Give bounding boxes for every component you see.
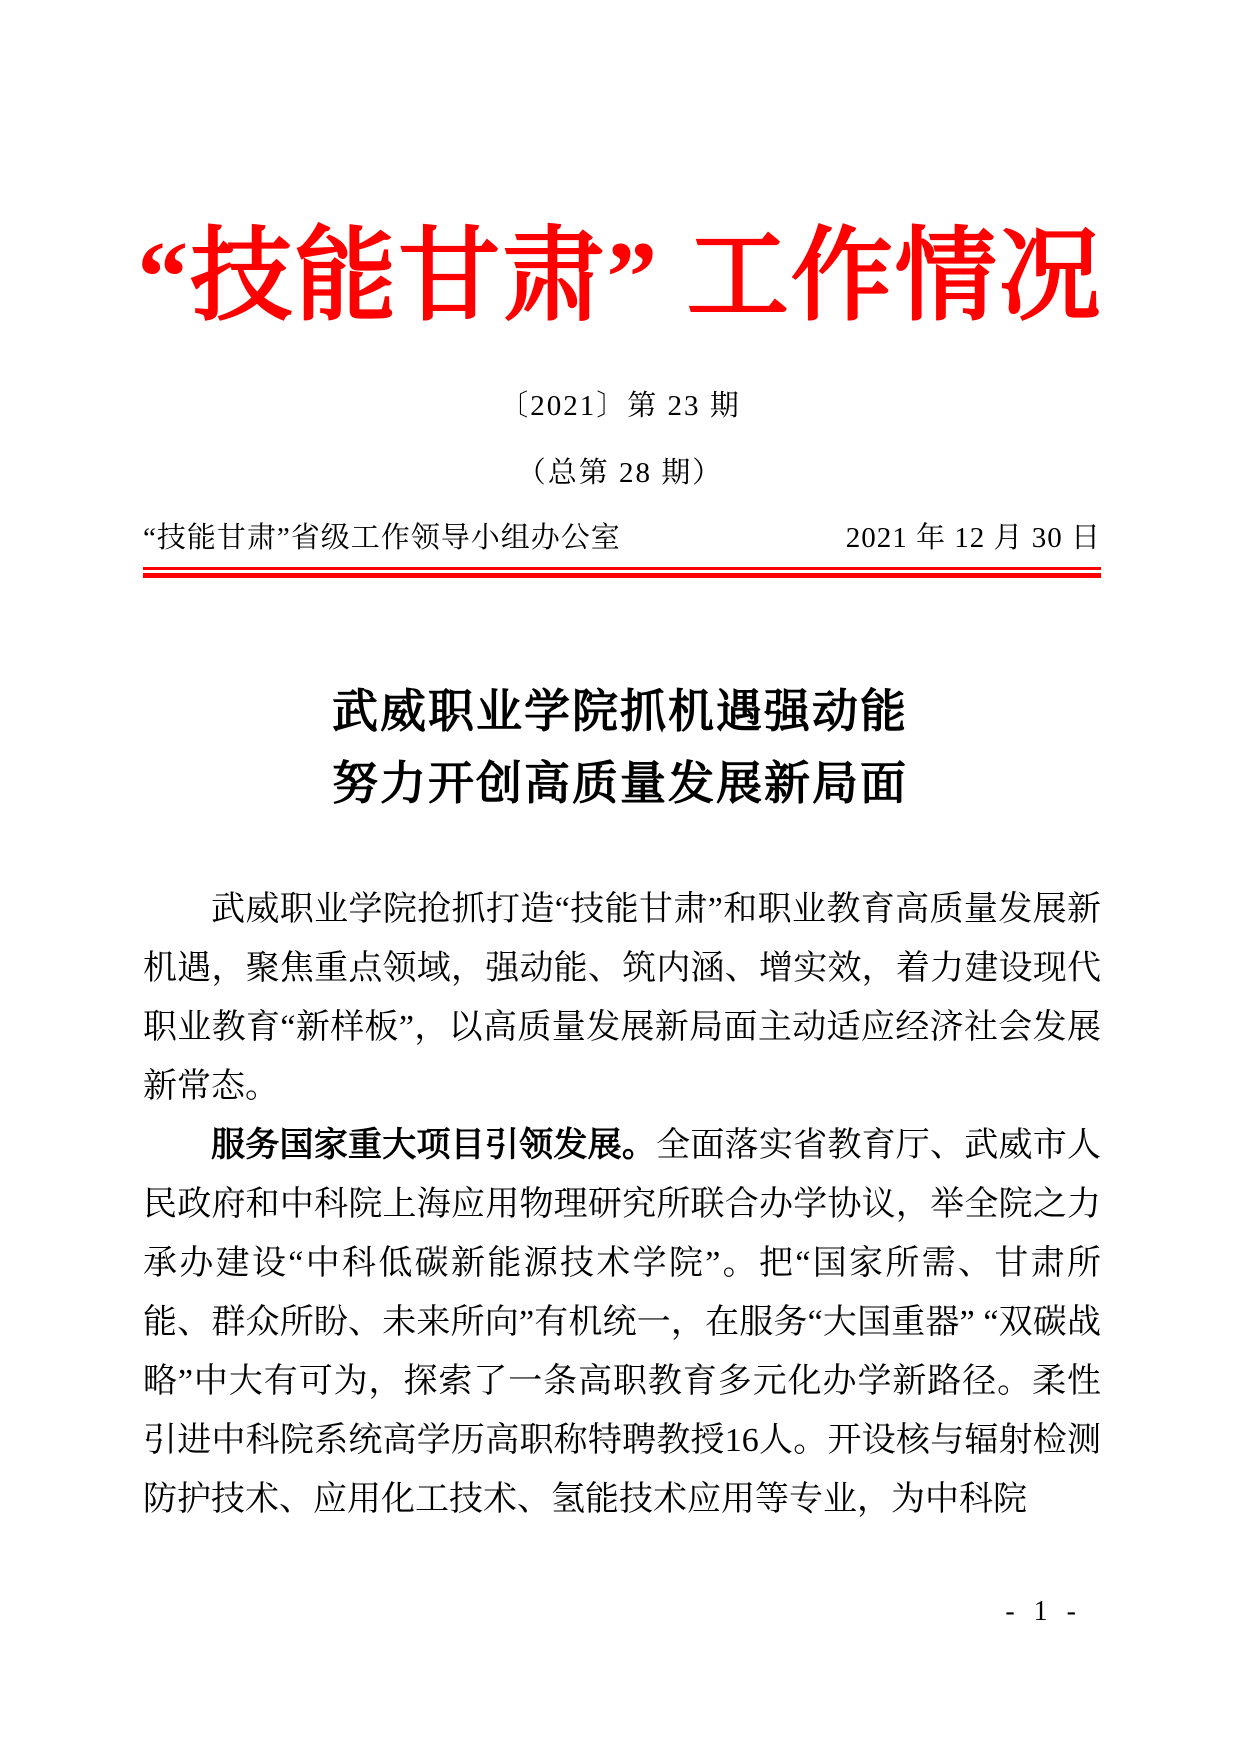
paragraph-2-lead: 服务国家重大项目引领发展。 bbox=[211, 1126, 657, 1164]
red-rule-thick-line bbox=[143, 573, 1101, 578]
total-issue-number: （总第 28 期） bbox=[516, 457, 724, 489]
paragraph-2-text: 全面落实省教育厅、武威市人民政府和中科院上海应用物理研究所联合办学协议，举全院之力承办建设“中科低碳新能源技术学院”。把“国家所需、甘肃所能、群众所盼、未来所向”有机统一，在服务“大国重器” “双碳战略”中大有可为，探索了一条高职教育多元化办学新路径。柔性引进中科院系统高学历高职称特聘教授16人。开设核与辐射检测防护技术、应用化工技术、氢能技术应用等专业，为中科院 bbox=[143, 1127, 1102, 1518]
paragraph-1 bbox=[143, 880, 1101, 1116]
red-divider-rule bbox=[143, 567, 1101, 578]
issuing-office: “技能甘肃”省级工作领导小组办公室 bbox=[143, 522, 621, 554]
paragraph-2 bbox=[143, 1116, 1101, 1529]
article-title-line1: 武威职业学院抓机遇强动能 bbox=[332, 686, 908, 737]
issue-date: 2021 年 12 月 30 日 bbox=[845, 522, 1101, 554]
masthead-title: “技能甘肃” 工作情况 bbox=[137, 221, 1103, 334]
article-body bbox=[143, 880, 1101, 1529]
article-title-line2: 努力开创高质量发展新局面 bbox=[332, 758, 908, 809]
article-title bbox=[0, 676, 1240, 820]
paragraph-1-text: 武威职业学院抢抓打造“技能甘肃”和职业教育高质量发展新机遇，聚焦重点领域，强动能、筑内涵、增实效，着力建设现代职业教育“新样板”，以高质量发展新局面主动适应经济社会发展新常态。 bbox=[143, 891, 1101, 1105]
issuer-row bbox=[143, 515, 1101, 556]
page-number: - 1 - bbox=[1005, 1596, 1082, 1627]
issue-number: 〔2021〕第 23 期 bbox=[499, 390, 741, 422]
